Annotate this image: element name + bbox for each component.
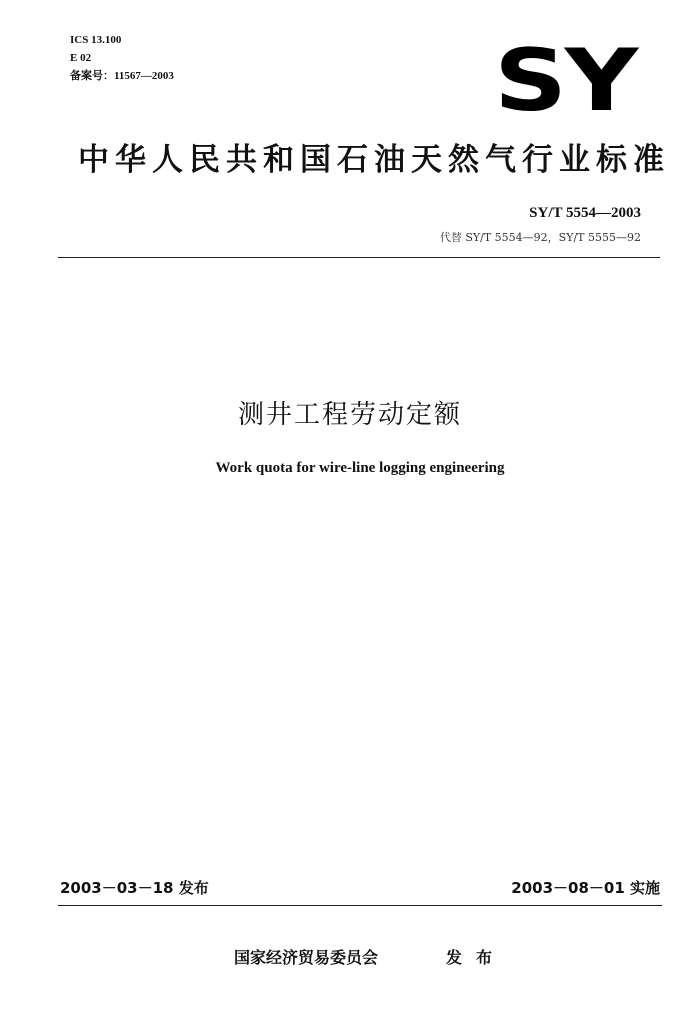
standard-number: SY/T 5554—2003 (529, 205, 641, 221)
industry-standard-title: 中华人民共和国石油天然气行业标准 (78, 142, 670, 178)
footer-divider (58, 905, 662, 906)
ccs-code: E 02 (70, 52, 92, 64)
publish-date: 2003－03－18 发布 (60, 879, 209, 897)
document-title-english: Work quota for wire-line logging engineering (215, 460, 505, 476)
issuing-authority: 国家经济贸易委员会 (234, 948, 379, 967)
record-number: 备案号：11567—2003 (70, 70, 174, 82)
ics-code: ICS 13.100 (70, 34, 122, 46)
issue-verb: 发布 (446, 948, 507, 967)
effective-date: 2003－08－01 实施 (511, 879, 660, 897)
sy-logo: SY (494, 31, 636, 131)
classification-block (70, 31, 174, 85)
header-divider (58, 257, 660, 258)
replaces-note: 代替 SY/T 5554—92，SY/T 5555—92 (439, 231, 641, 244)
document-title-chinese: 测井工程劳动定额 (237, 400, 462, 430)
